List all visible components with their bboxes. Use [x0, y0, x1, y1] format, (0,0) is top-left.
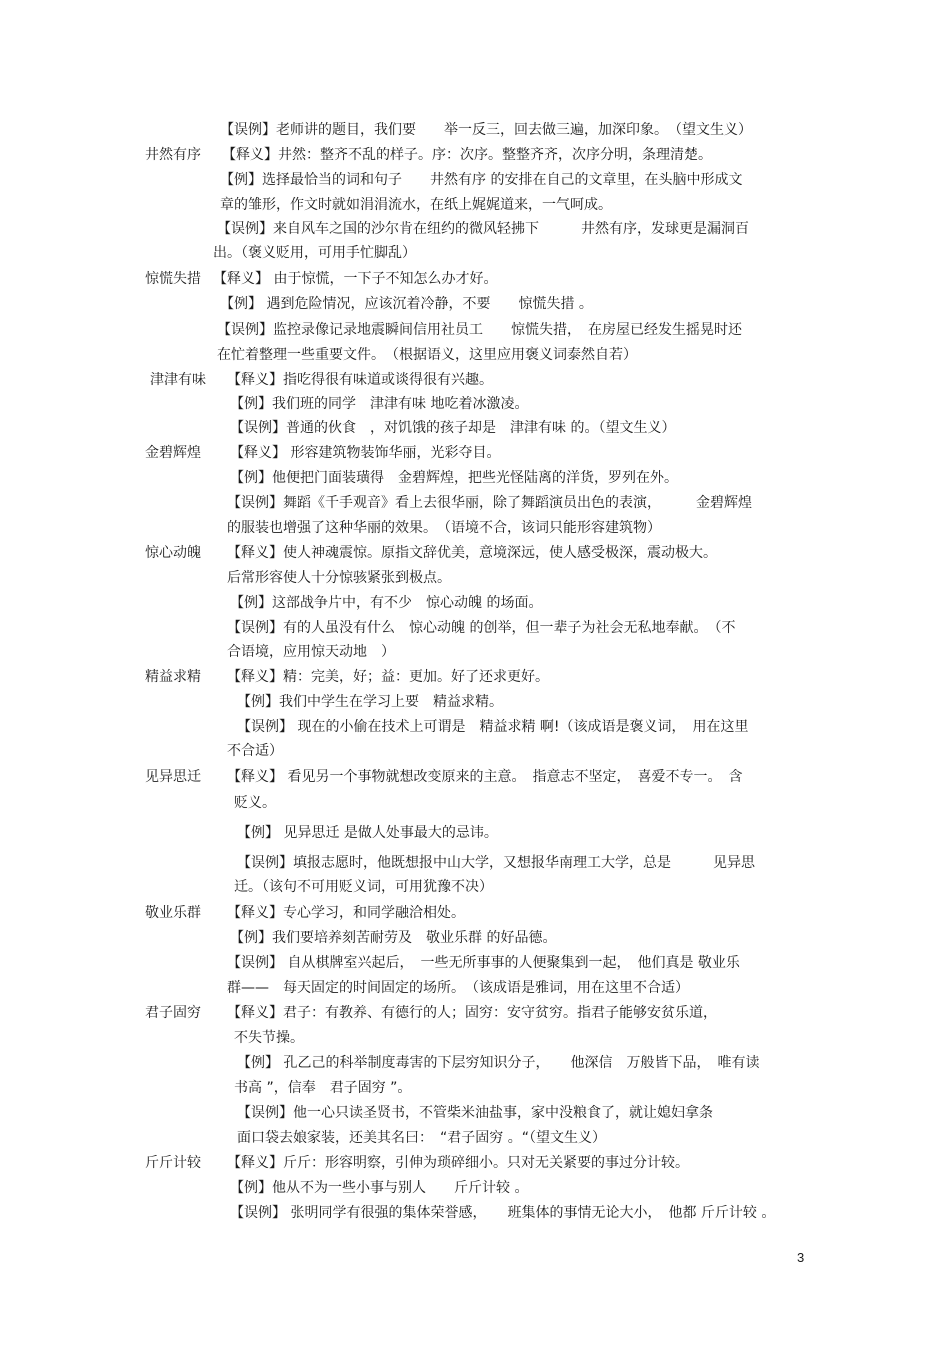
entry-line: 不失节操。: [234, 1030, 304, 1046]
entry-line: 在忙着整理一些重要文件。 （根据语义，这里应用褒义词泰然自若）: [217, 347, 637, 363]
term-jingxin-dongpo: 惊心动魄: [145, 545, 201, 561]
entry-line: 【释义】指吃得很有味道或谈得很有兴趣。: [227, 372, 493, 388]
page-number: 3: [797, 1250, 805, 1265]
entry-line: 【误例】 张明同学有很强的集体荣誉感， 班集体的事情无论大小， 他都 斤斤计较 。: [230, 1205, 776, 1221]
entry-line: 【误例】他一心只读圣贤书，不管柴米油盐事，家中没粮食了，就让媳妇拿条: [237, 1105, 713, 1121]
entry-line: 【例】我们要培养刻苦耐劳及 敬业乐群 的好品德。: [230, 930, 557, 946]
entry-line: 【例】我们班的同学 津津有味 地吃着冰激凌。: [230, 396, 529, 412]
term-jinjin-jijiao: 斤斤计较: [145, 1155, 201, 1171]
entry-line: 【释义】斤斤：形容明察，引伸为琐碎细小。只对无关紧要的事过分计较。: [227, 1155, 689, 1171]
entry-line: 【误例】 现在的小偷在技术上可谓是 精益求精 啊!（该成语是褒义词， 用在这里: [237, 719, 749, 735]
entry-line: 章的雏形，作文时就如涓涓流水，在纸上娓娓道来，一气呵成。: [220, 197, 612, 213]
entry-line: 书高 ”，信奉 君子固穷 ”。: [234, 1080, 412, 1096]
entry-line: 【例】这部战争片中，有不少 惊心动魄 的场面。: [230, 595, 543, 611]
entry-line: 【释义】君子：有教养、有德行的人；固穷：安守贫穷。指君子能够安贫乐道，: [227, 1005, 717, 1021]
entry-line: 【误例】老师讲的题目，我们要 举一反三，回去做三遍，加深印象。 （望文生义）: [220, 122, 752, 138]
entry-line: 【例】 孔乙己的科举制度毒害的下层穷知识分子， 他深信 万般皆下品， 唯有读: [237, 1055, 760, 1071]
term-jingyi-qiujing: 精益求精: [145, 669, 201, 685]
entry-line: 【误例】监控录像记录地震瞬间信用社员工 惊慌失措， 在房屋已经发生摇晃时还: [217, 322, 742, 338]
term-junzi-guqiong: 君子固穷: [145, 1005, 201, 1021]
entry-line: 【误例】有的人虽没有什么 惊心动魄 的创举，但一辈子为社会无私地奉献。 （不: [227, 620, 736, 636]
entry-line: 【释义】井然：整齐不乱的样子。序：次序。整整齐齐，次序分明，条理清楚。: [222, 147, 712, 163]
entry-line: 【误例】来自风车之国的沙尔肯在纽约的微风轻拂下 井然有序，发球更是漏洞百: [217, 221, 749, 237]
entry-line: 后常形容使人十分惊骇紧张到极点。: [227, 570, 451, 586]
entry-line: 【误例】舞蹈《千手观音》看上去很华丽，除了舞蹈演员出色的表演， 金碧辉煌: [227, 495, 752, 511]
entry-line: 【误例】填报志愿时，他既想报中山大学，又想报华南理工大学，总是 见异思: [237, 855, 755, 871]
entry-line: 面口袋去娘家装，还美其名曰： “君子固穷 。“（望文生义）: [237, 1130, 606, 1146]
entry-line: 【释义】 形容建筑物装饰华丽，光彩夺目。: [230, 445, 501, 461]
entry-line: 【释义】使人神魂震惊。原指文辞优美，意境深远，使人感受极深，震动极大。: [227, 545, 717, 561]
entry-line: 【释义】 由于惊慌，一下子不知怎么办才好。: [213, 271, 498, 287]
entry-line: 【例】 遇到危险情况，应该沉着冷静，不要 惊慌失措 。: [220, 296, 593, 312]
entry-line: 【释义】 看见另一个事物就想改变原来的主意。 指意志不坚定， 喜爱不专一。 含: [227, 769, 743, 785]
entry-line: 贬义。: [234, 795, 276, 811]
term-jinghuang-shicuo: 惊慌失措: [145, 271, 201, 287]
entry-line: 群—— 每天固定的时间固定的场所。 （该成语是雅词，用在这里不合适）: [227, 980, 689, 996]
entry-line: 出。（褒义贬用，可用手忙脚乱）: [213, 245, 416, 261]
entry-line: 的服装也增强了这种华丽的效果。 （语境不合，该词只能形容建筑物）: [227, 520, 661, 536]
entry-line: 【例】选择最恰当的词和句子 井然有序 的安排在自己的文章里，在头脑中形成文: [220, 172, 743, 188]
term-jingran-youxu: 井然有序: [145, 147, 201, 163]
entry-line: 【误例】普通的伙食 ，对饥饿的孩子却是 津津有味 的。（望文生义）: [230, 420, 676, 436]
term-jingye-lequn: 敬业乐群: [145, 905, 201, 921]
entry-line: 【例】他从不为一些小事与别人 斤斤计较 。: [230, 1180, 529, 1196]
entry-line: 【例】 见异思迁 是做人处事最大的忌讳。: [237, 825, 498, 841]
entry-line: 【释义】专心学习，和同学融洽相处。: [227, 905, 465, 921]
entry-line: 【例】我们中学生在学习上要 精益求精。: [237, 694, 503, 710]
entry-line: 不合适）: [227, 743, 283, 759]
entry-line: 【例】他便把门面装璜得 金碧辉煌，把些光怪陆离的洋货，罗列在外。: [230, 470, 678, 486]
term-jianyi-siqian: 见异思迁: [145, 769, 201, 785]
term-jinbi-huihuang: 金碧辉煌: [145, 445, 201, 461]
entry-line: 合语境，应用惊天动地 ）: [227, 644, 395, 660]
entry-line: 【释义】精：完美，好；益：更加。好了还求更好。: [227, 669, 549, 685]
term-jinjin-youwei: 津津有味: [150, 372, 206, 388]
entry-line: 迁。（该句不可用贬义词，可用犹豫不决）: [234, 879, 493, 895]
entry-line: 【误例】 自从棋牌室兴起后， 一些无所事事的人便聚集到一起， 他们真是 敬业乐: [227, 955, 740, 971]
